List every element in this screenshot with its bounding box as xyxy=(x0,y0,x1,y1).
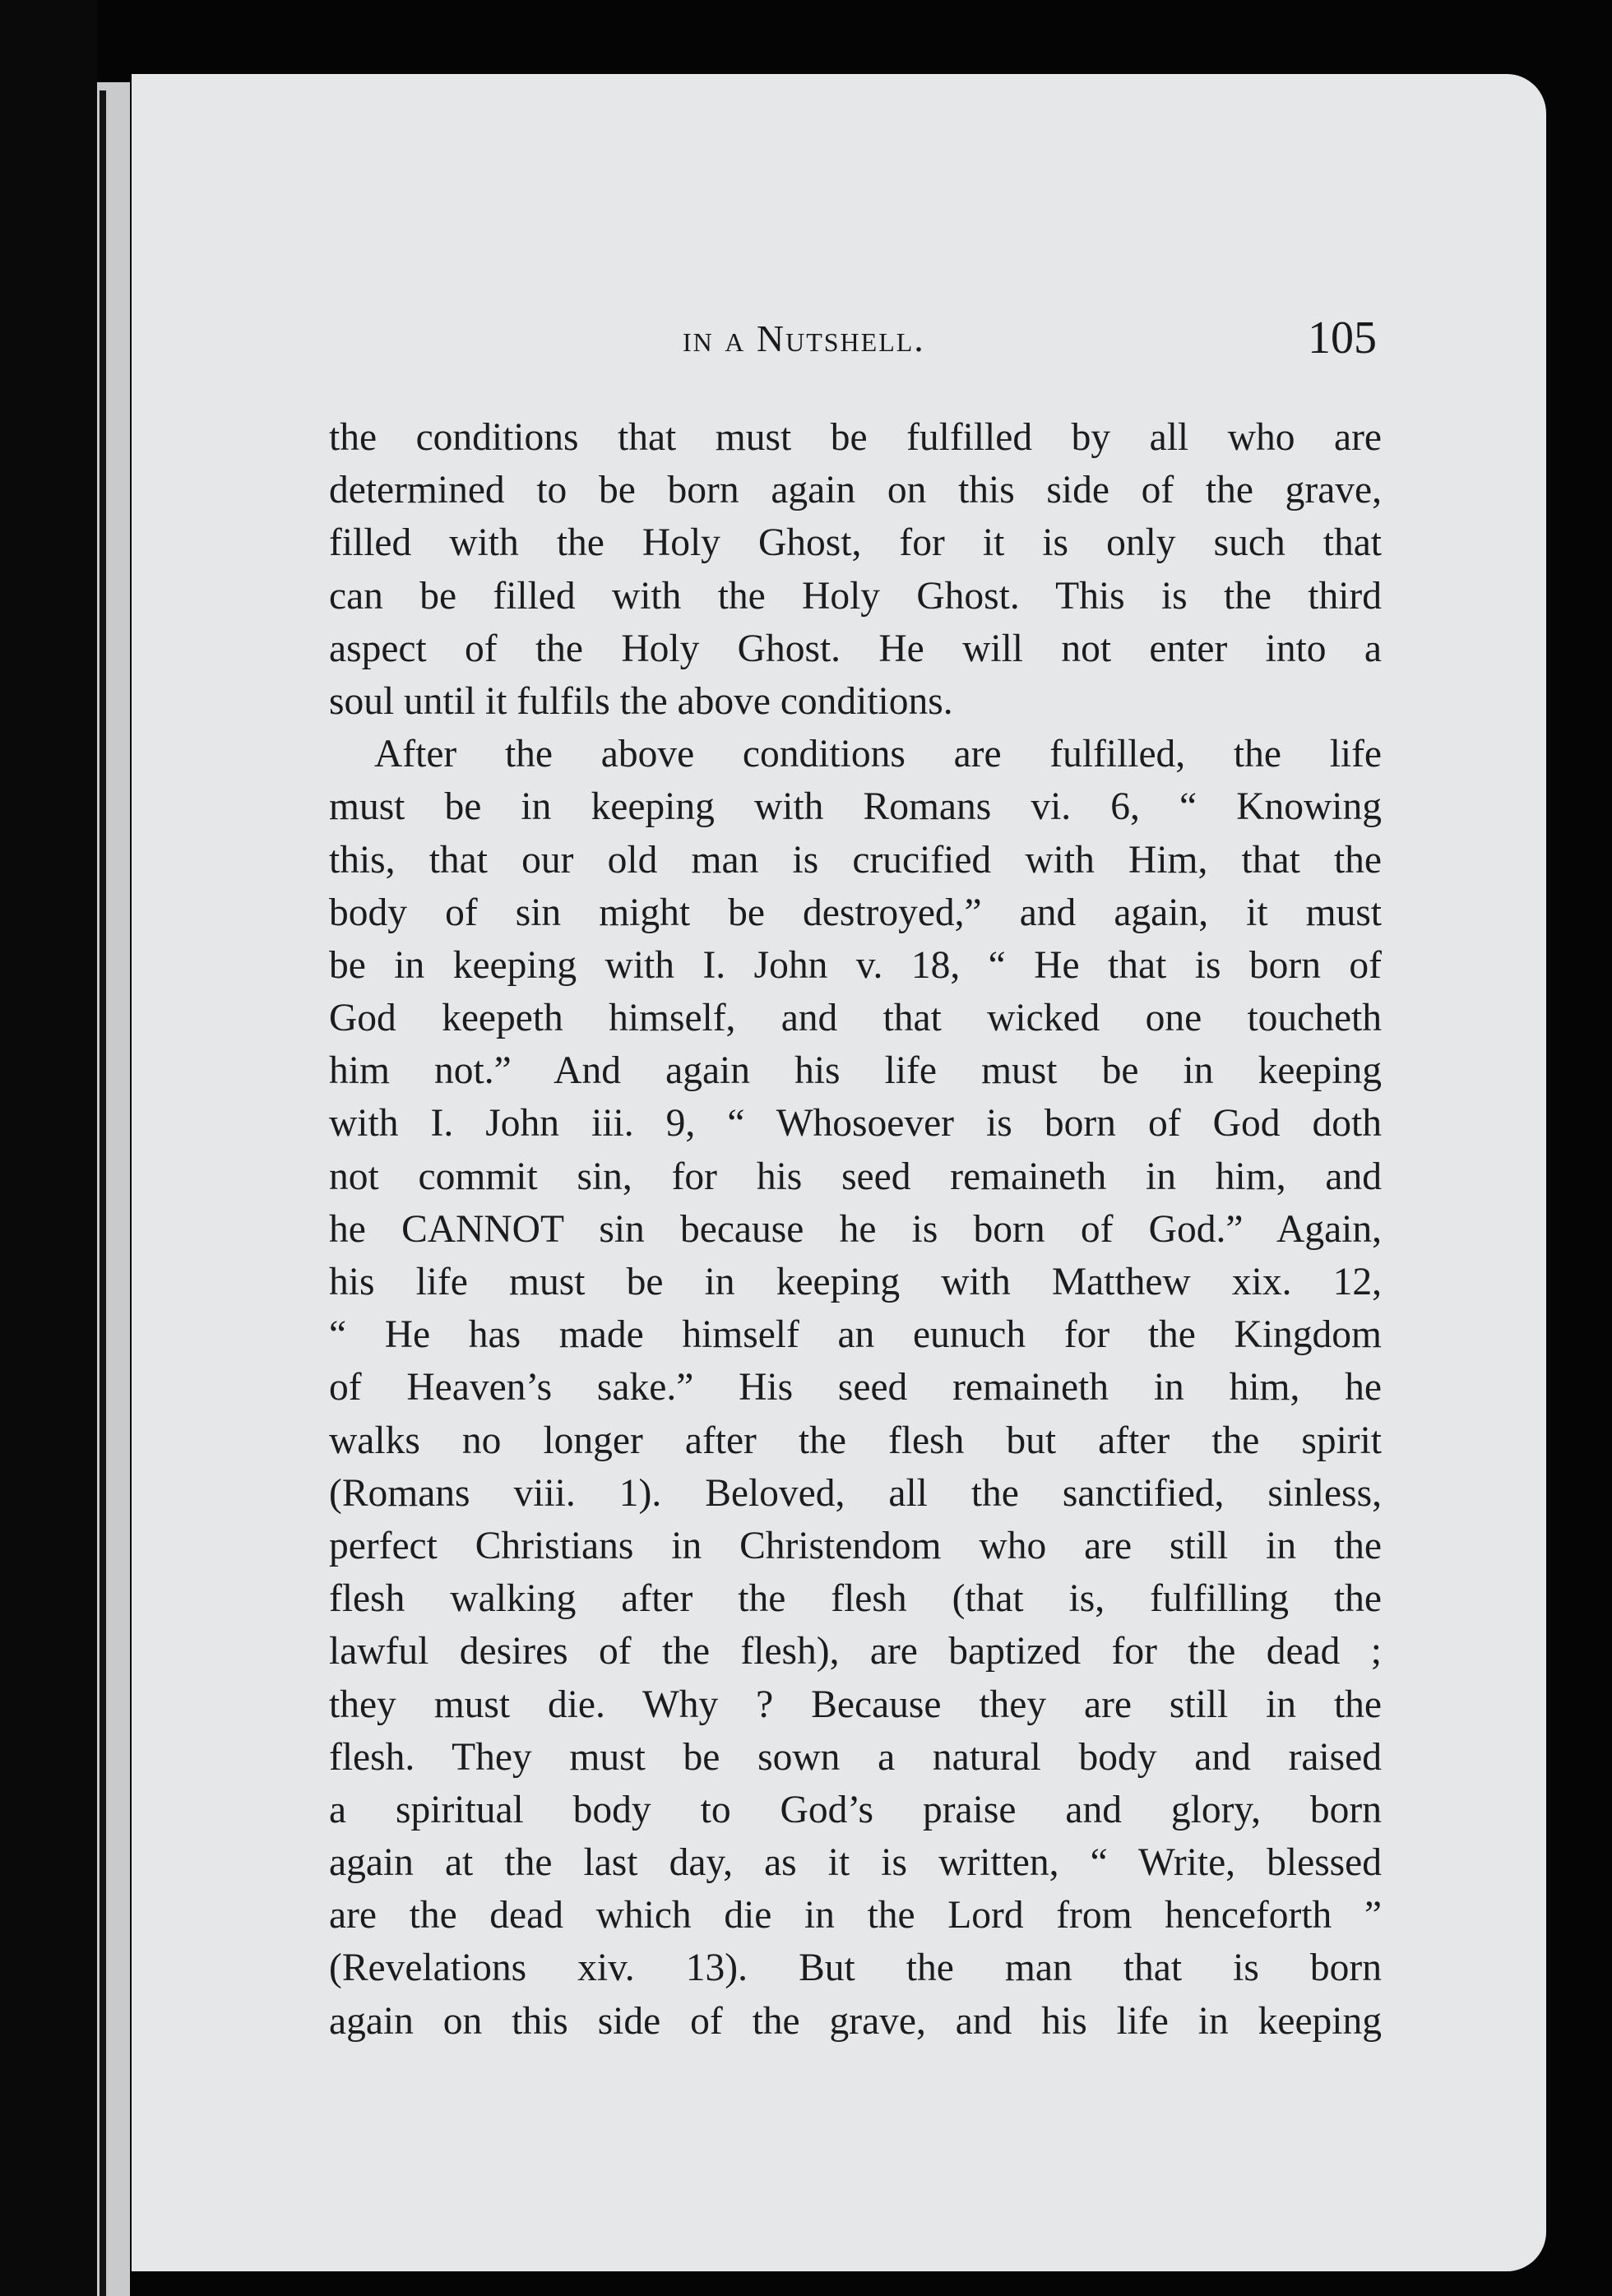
text-line: a spiritual body to God’s praise and glory, born xyxy=(329,1788,1382,1831)
paragraph-1 xyxy=(329,411,1382,728)
text-line: After the above conditions are fulfilled, the life xyxy=(374,733,1382,776)
text-line: determined to be born again on this side of the grave, xyxy=(329,469,1382,512)
paragraph-2 xyxy=(329,728,1382,2048)
text-line: filled with the Holy Ghost, for it is only such that xyxy=(329,521,1382,565)
text-line: the conditions that must be fulfilled by all who are xyxy=(329,416,1382,459)
text-line: (Revelations xiv. 13). But the man that is born xyxy=(329,1947,1382,1990)
text-line: aspect of the Holy Ghost. He will not enter into a xyxy=(329,627,1382,670)
running-head: in a Nutshell. xyxy=(683,317,925,359)
text-line: flesh. They must be sown a natural body and raised xyxy=(329,1735,1382,1779)
text-line: of Heaven’s sake.” His seed remaineth in him, he xyxy=(329,1366,1382,1410)
body-text xyxy=(329,411,1382,2048)
text-line: again at the last day, as it is written, “ Write, blessed xyxy=(329,1841,1382,1885)
text-line: body of sin might be destroyed,” and again, it must xyxy=(329,891,1382,934)
text-line: must be in keeping with Romans vi. 6, “ Knowing xyxy=(329,785,1382,829)
text-line: “ He has made himself an eunuch for the Kingdom xyxy=(329,1313,1382,1357)
text-line: again on this side of the grave, and his life in keeping xyxy=(329,1999,1382,2043)
spine-edge-line xyxy=(100,90,106,2296)
text-line: be in keeping with I. John v. 18, “ He that is born of xyxy=(329,943,1382,987)
text-line: him not.” And again his life must be in keeping xyxy=(329,1049,1382,1093)
text-line: with I. John iii. 9, “ Whosoever is born of God doth xyxy=(329,1102,1382,1146)
scan-left-margin xyxy=(0,0,97,2296)
text-line: perfect Christians in Christendom who are still in the xyxy=(329,1524,1382,1567)
text-line: (Romans viii. 1). Beloved, all the sanctified, sinless, xyxy=(329,1471,1382,1515)
page-number: 105 xyxy=(1308,312,1377,363)
text-line: can be filled with the Holy Ghost. This is the third xyxy=(329,574,1382,618)
text-line: he CANNOT sin because he is born of God.” Again, xyxy=(329,1207,1382,1251)
text-line: his life must be in keeping with Matthew xix. 12, xyxy=(329,1261,1382,1303)
text-line: they must die. Why ? Because they are still in the xyxy=(329,1683,1382,1726)
text-line: lawful desires of the flesh), are baptized for the dead ; xyxy=(329,1630,1382,1673)
text-line: walks no longer after the flesh but after the spirit xyxy=(329,1419,1382,1462)
text-line: flesh walking after the flesh (that is, fulfilling the xyxy=(329,1577,1382,1621)
text-line: not commit sin, for his seed remaineth in him, and xyxy=(329,1155,1382,1198)
text-line: soul until it fulfils the above conditions. xyxy=(329,679,953,723)
text-line: God keepeth himself, and that wicked one toucheth xyxy=(329,997,1382,1040)
page-header xyxy=(683,312,1538,382)
text-line: are the dead which die in the Lord from henceforth ” xyxy=(329,1894,1382,1937)
text-line: this, that our old man is crucified with Him, that the xyxy=(329,838,1382,882)
